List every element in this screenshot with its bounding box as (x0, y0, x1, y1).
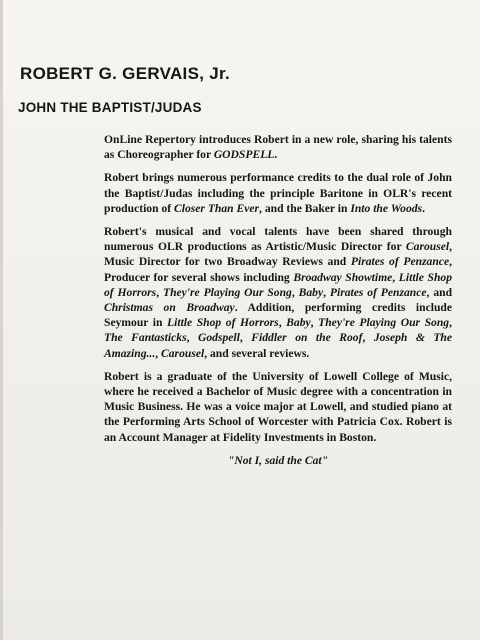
performer-name: ROBERT G. GERVAIS, Jr. (20, 64, 231, 83)
bio-paragraph (104, 170, 452, 216)
bio-text (104, 132, 452, 468)
text-run: , and several reviews. (204, 346, 310, 360)
italic-title: Joseph & The Amazing... (104, 331, 453, 360)
italic-title: Into the Woods (350, 201, 423, 215)
italic-title: Closer Than Ever (174, 201, 260, 215)
italic-title: Baby (286, 316, 311, 330)
italic-title: Carousel (161, 346, 205, 360)
italic-title: Fiddler on the Roof (251, 331, 363, 345)
text-run: Robert is a graduate of the University of Lowell College of Music, where he received a Bachelor of Music degree with a concentration in Music Business. He was a voice major at Lowell, and studied piano at the Performing Arts School of Worcester with Patricia Cox. Robert is an Account Manager at Fidelity Investments in Boston. (104, 369, 452, 444)
text-run: , and (426, 285, 453, 299)
italic-title: Baby (298, 285, 324, 299)
text-run: . Addition, performing credits include Seymour in (104, 301, 452, 330)
text-run: OnLine Repertory introduces Robert in a new role, sharing his talents as Choreographer for (104, 133, 452, 162)
text-run: , (362, 331, 374, 345)
text-run: , Music Director for two Broadway Reviews and (104, 240, 452, 269)
italic-title: GODSPELL (213, 148, 275, 162)
closing-quote: "Not I, said the Cat" (227, 453, 329, 467)
italic-title: Carousel (405, 240, 450, 254)
italic-title: Christmas on Broadway (104, 301, 235, 315)
text-run: , (392, 270, 399, 284)
bio-paragraph (104, 369, 452, 445)
text-run: , and the Baker in (259, 201, 351, 215)
italic-title: Little Shop of Horrors (104, 270, 452, 299)
italic-title: They're Playing Our Song (162, 285, 292, 299)
italic-title: Pirates of Penzance (350, 255, 450, 269)
text-run: Robert's musical and vocal talents have been shared through numerous OLR productions as Artistic/Music Director for (104, 225, 452, 254)
bio-paragraph (104, 224, 452, 361)
text-run: , Producer for several shows including (104, 255, 452, 284)
text-run: , (156, 285, 163, 299)
italic-title: Pirates of Penzance (329, 285, 427, 299)
text-run: , (186, 331, 198, 345)
text-run: . (422, 201, 425, 215)
text-run: , (278, 316, 287, 330)
italic-title: Broadway Showtime (293, 270, 393, 284)
italic-title: Little Shop of Horrors (167, 316, 279, 330)
text-run: , (239, 331, 252, 345)
text-run: , (291, 285, 299, 299)
text-run: , (449, 316, 453, 330)
bio-paragraph (104, 132, 452, 162)
italic-title: Godspell (197, 331, 240, 345)
text-run: , (323, 285, 330, 299)
text-run: Robert brings numerous performance credits to the dual role of John the Baptist/Judas including the principle Baritone in OLR's recent production of (104, 171, 452, 215)
text-run: . (274, 148, 278, 162)
italic-title: The Fantasticks (104, 331, 187, 345)
text-run: , (155, 346, 162, 360)
performer-role: JOHN THE BAPTIST/JUDAS (18, 100, 202, 115)
italic-title: They're Playing Our Song (318, 316, 450, 330)
text-run: , (310, 316, 319, 330)
page-edge-shadow (0, 0, 3, 640)
